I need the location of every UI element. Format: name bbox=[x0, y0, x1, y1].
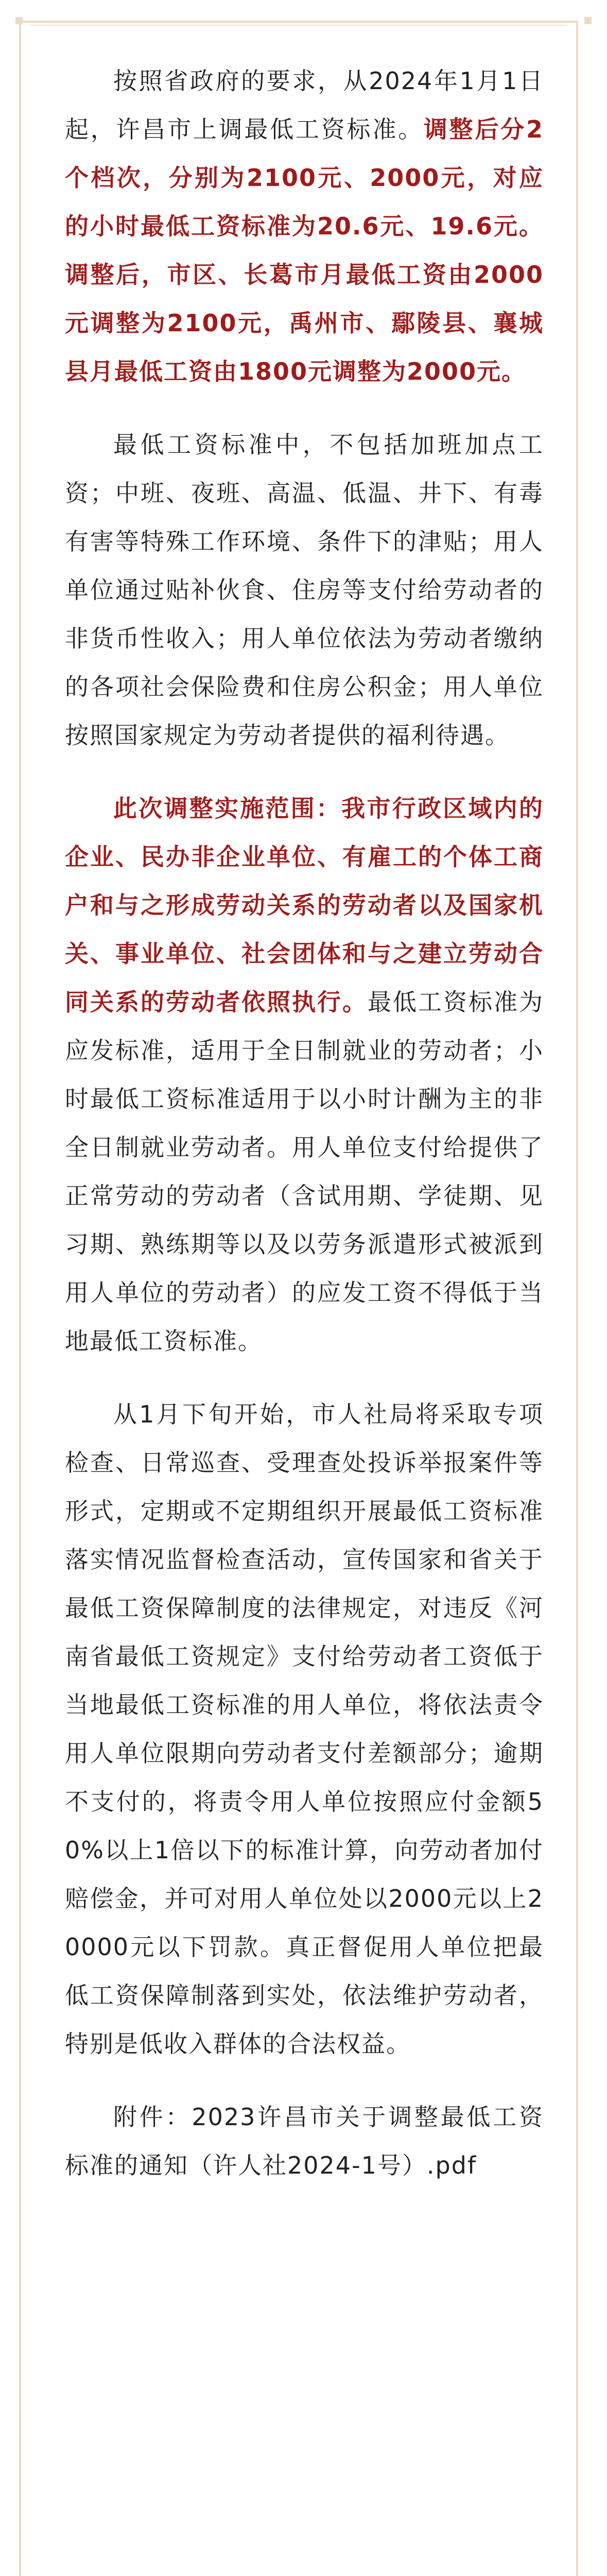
attachment-text[interactable]: 附件：2023许昌市关于调整最低工资标准的通知（许人社2024-1号）.pdf bbox=[65, 2103, 544, 2179]
scope-highlight: 此次调整实施范围：我市行政区域内的企业、民办非企业单位、有雇工的个体工商户和与之形成劳动关系的劳动者以及国家机关、事业单位、社会团体和与之建立劳动合同关系的劳动者依照执行。 bbox=[65, 794, 544, 1016]
paragraph-enforcement bbox=[65, 1390, 544, 2068]
frame-corner-top-right bbox=[584, 17, 592, 24]
paragraph-announcement bbox=[65, 57, 544, 396]
frame-corner-top-left bbox=[15, 17, 23, 24]
frame-inner-line bbox=[30, 25, 567, 26]
announcement-highlight: 调整后分2个档次，分别为2100元、2000元，对应的小时最低工资标准为20.6元、19.6元。调整后，市区、长葛市月最低工资由2000元调整为2100元，禹州市、鄢陵县、襄城县月最低工资由1800元调整为2000元。 bbox=[65, 115, 544, 385]
exclusions-text: 最低工资标准中，不包括加班加点工资；中班、夜班、高温、低温、井下、有毒有害等特殊工作环境、条件下的津贴；用人单位通过贴补伙食、住房等支付给劳动者的非货币性收入；用人单位依法为劳动者缴纳的各项社会保险费和住房公积金；用人单位按照国家规定为劳动者提供的福利待遇。 bbox=[65, 431, 544, 749]
paragraph-exclusions bbox=[65, 420, 544, 759]
announcement-intro: 按照省政府的要求，从2024年1月1日起，许昌市上调最低工资标准。 bbox=[65, 67, 544, 143]
article-body bbox=[65, 57, 544, 2190]
paragraph-scope bbox=[65, 784, 544, 1365]
scope-text: 最低工资标准为应发标准，适用于全日制就业的劳动者；小时最低工资标准适用于以小时计酬为主的非全日制就业劳动者。用人单位支付给提供了正常劳动的劳动者（含试用期、学徒期、见习期、熟练期等以及以劳务派遣形式被派到用人单位的劳动者）的应发工资不得低于当地最低工资标准。 bbox=[65, 988, 544, 1355]
enforcement-text: 从1月下旬开始，市人社局将采取专项检查、日常巡查、受理查处投诉举报案件等形式，定期或不定期组织开展最低工资标准落实情况监督检查活动，宣传国家和省关于最低工资保障制度的法律规定，对违反《河南省最低工资规定》支付给劳动者工资低于当地最低工资标准的用人单位，将依法责令用人单位限期向劳动者支付差额部分；逾期不支付的，将责令用人单位按照应付金额50%以上1倍以下的标准计算，向劳动者加付赔偿金，并可对用人单位处以2000元以上20000元以下罚款。真正督促用人单位把最低工资保障制落到实处，依法维护劳动者，特别是低收入群体的合法权益。 bbox=[65, 1400, 544, 2058]
attachment-link[interactable] bbox=[65, 2093, 544, 2190]
